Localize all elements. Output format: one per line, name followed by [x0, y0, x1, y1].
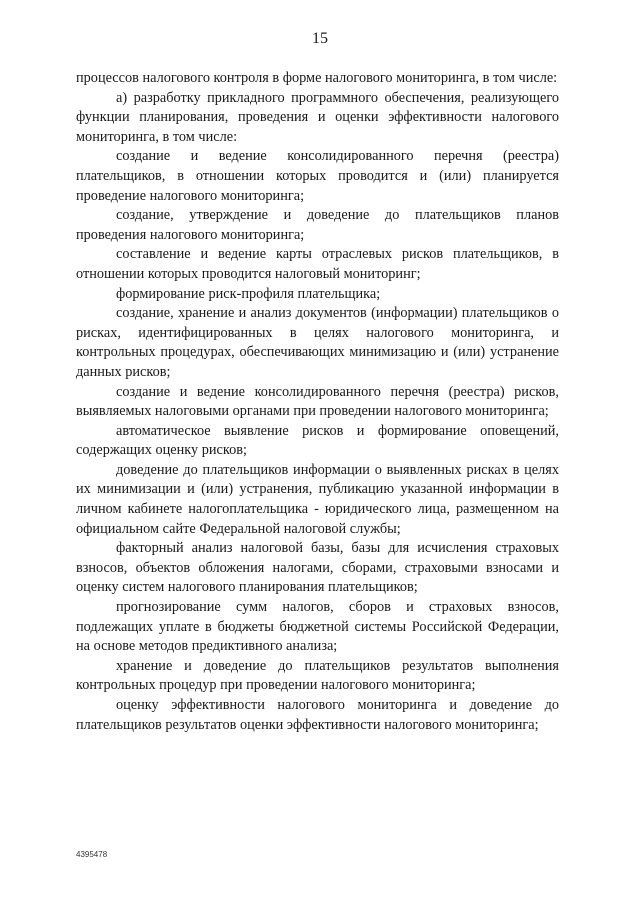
paragraph: хранение и доведение до плательщиков результатов выполнения контрольных процедур при проведении налогового мониторинга; — [76, 657, 559, 694]
paragraph: прогнозирование сумм налогов, сборов и страховых взносов, подлежащих уплате в бюджеты бюджетной системы Российской Федерации, на основе методов предиктивного анализа; — [76, 599, 559, 655]
paragraph: а) разработку прикладного программного обеспечения, реализующего функции планирования, проведения и оценки эффективности налогового мониторинга, в том числе: — [76, 89, 559, 145]
paragraph: создание и ведение консолидированного перечня (реестра) плательщиков, в отношении которых проводится и (или) планируется проведение налогового мониторинга; — [76, 148, 559, 204]
paragraph: создание, хранение и анализ документов (информации) плательщиков о рисках, идентифицированных в целях налогового мониторинга, и контрольных процедурах, обеспечивающих минимизацию и (или) устранение данных рисков; — [76, 305, 559, 380]
page-number: 15 — [312, 30, 328, 47]
paragraph: оценку эффективности налогового мониторинга и доведение до плательщиков результатов оценки эффективности налогового мониторинга; — [76, 697, 559, 733]
paragraph: факторный анализ налоговой базы, базы для исчисления страховых взносов, объектов обложения налогами, сборами, страховыми взносами и оценку систем налогового планирования плательщиков; — [76, 540, 559, 596]
document-id: 4395478 — [76, 850, 108, 859]
document-body — [76, 69, 559, 735]
paragraph: создание и ведение консолидированного перечня (реестра) рисков, выявляемых налоговыми органами при проведении налогового мониторинга; — [76, 383, 559, 420]
paragraph: процессов налогового контроля в форме налогового мониторинга, в том числе: — [76, 70, 558, 86]
paragraph: доведение до плательщиков информации о выявленных рисках в целях их минимизации и (или) устранения, публикацию указанной информации в личном кабинете налогоплательщика - юридического лица, размещенном на официальном сайте Федеральной налоговой службы; — [76, 461, 559, 537]
paragraph: формирование риск-профиля плательщика; — [116, 285, 381, 302]
paragraph: автоматическое выявление рисков и формирование оповещений, содержащих оценку рисков; — [76, 422, 559, 459]
paragraph: создание, утверждение и доведение до плательщиков планов проведения налогового мониторинга; — [76, 207, 559, 243]
paragraph: составление и ведение карты отраслевых рисков плательщиков, в отношении которых проводится налоговый мониторинг; — [76, 246, 559, 282]
